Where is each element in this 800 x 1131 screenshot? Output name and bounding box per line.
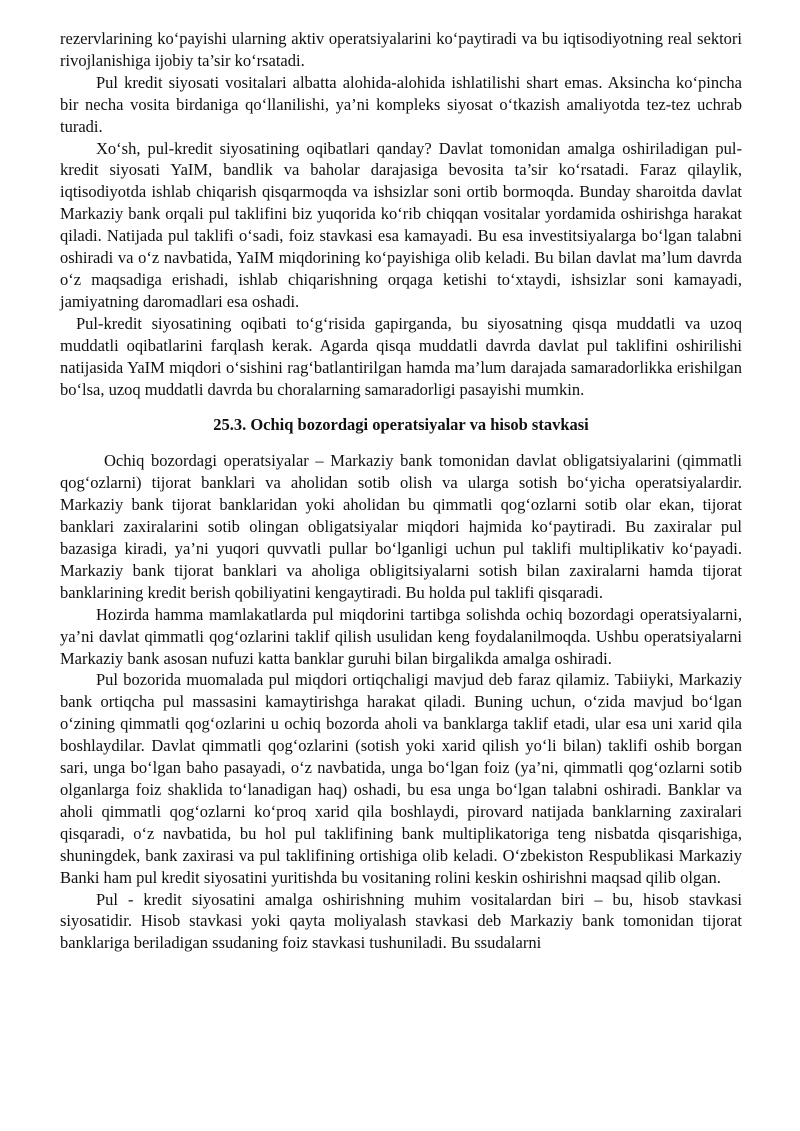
document-page: [60, 28, 742, 954]
paragraph: rezervlarining ko‘payishi ularning aktiv operatsiyalarini ko‘paytiradi va bu iqtisodiyotning real sektori rivojlanishiga ijobiy ta’sir ko‘rsatadi.: [60, 29, 742, 70]
paragraph: Pul kredit siyosati vositalari albatta alohida-alohida ishlatilishi shart emas. Aksincha ko‘pincha bir necha vosita birdaniga qo‘llanilishi, ya’ni kompleks siyosat o‘tkazish amaliyotda tez-tez uchrab turadi.: [60, 72, 742, 136]
paragraph: Pul bozorida muomalada pul miqdori ortiqchaligi mavjud deb faraz qilamiz. Tabiiyki, Markaziy bank ortiqcha pul massasini kamaytirishga harakat qiladi. Buning uchun, o‘zida mavjud bo‘lgan o‘zining qimmatli qog‘ozlarini u ochiq bozorda aholi va banklarga taklif etadi, ular esa uni xarid qila boshlaydilar. Davlat qimmatli qog‘ozlarini (sotish yoki xarid qilish yo‘li bilan) taklifi oshib borgan sari, unga bo‘lgan baho pasayadi, o‘z navbatida, unga bo‘lgan foiz (ya’ni, qimmatli qog‘ozlarni sotib olganlarga foiz shaklida to‘lanadigan haq) oshadi, bu esa unga bo‘lgan talabni oshiradi. Banklar va aholi qimmatli qog‘ozlarni ko‘proq xarid qila boshlaydi, pirovard natijada banklarning zaxiralari qisqaradi, o‘z navbatida, bu hol pul taklifining bank multiplikatoriga teng nisbatda qisqarishiga, shuningdek, bank zaxirasi va pul taklifining ortishiga olib keladi. O‘zbekiston Respublikasi Markaziy Banki ham pul kredit siyosatini yuritishda bu vositaning rolini keskin oshirishni maqsad qilib olgan.: [60, 670, 742, 887]
paragraph: Hozirda hamma mamlakatlarda pul miqdorini tartibga solishda ochiq bozordagi operatsiyalarni, ya’ni davlat qimmatli qog‘ozlarini taklif qilish usulidan keng foydalanilmoqda. Ushbu operatsiyalarni Markaziy bank asosan nufuzi katta banklar guruhi bilan birgalikda amalga oshiradi.: [60, 604, 742, 668]
paragraph: Xo‘sh, pul-kredit siyosatining oqibatlari qanday? Davlat tomonidan amalga oshiriladigan pul-kredit siyosati YaIM, bandlik va baholar darajasiga bevosita ta’sir ko‘rsatadi. Faraz qilaylik, iqtisodiyotda ishlab chiqarish qisqarmoqda va ishsizlar soni ortib bormoqda. Bunday sharoitda davlat Markaziy bank orqali pul taklifini biz yuqorida ko‘rib chiqqan vositalar yordamida oshirishga harakat qiladi. Natijada pul taklifi o‘sadi, foiz stavkasi esa kamayadi. Bu esa investitsiyalarga bo‘lgan talabni oshiradi va o‘z navbatida, YaIM miqdorining ko‘payishiga olib keladi. Bu bilan davlat ma’lum davrda o‘z maqsadiga erishadi, ishlab chiqarishning orqaga ketishi to‘xtaydi, ishsizlar soni kamayadi, jamiyatning daromadlari esa oshadi.: [60, 138, 742, 311]
paragraph: Pul - kredit siyosatini amalga oshirishning muhim vositalardan biri – bu, hisob stavkasi siyosatidir. Hisob stavkasi yoki qayta moliyalash stavkasi deb Markaziy bank tomonidan tijorat banklariga beriladigan ssudaning foiz stavkasi tushuniladi. Bu ssudalarni: [60, 889, 742, 953]
paragraph: Ochiq bozordagi operatsiyalar – Markaziy bank tomonidan davlat obligatsiyalarini (qimmatli qog‘ozlarni) tijorat banklari va aholidan sotib olish va ularga sotish bo‘yicha operatsiyalardir. Markaziy bank tijorat banklaridan yoki aholidan bu qimmatli qog‘ozlarni sotib olar ekan, tijorat banklari zaxiralarini sotib olingan obligatsiyalar miqdori hajmida ko‘paytiradi. Bu zaxiralar pul bazasiga kiradi, ya’ni yuqori quvvatli pullar bo‘lganligi uchun pul taklifi multiplikativ ko‘payadi. Markaziy bank tijorat banklari va aholiga obligitsiyalarni sotish bilan zaxiralarni hamda tijorat banklarining kredit berish qobiliyatini kengaytiradi. Bu holda pul taklifi qisqaradi.: [60, 451, 742, 602]
section-heading: 25.3. Ochiq bozordagi operatsiyalar va hisob stavkasi: [213, 415, 589, 435]
paragraph: Pul-kredit siyosatining oqibati to‘g‘risida gapirganda, bu siyosatning qisqa muddatli va uzoq muddatli oqibatlarini farqlash kerak. Agarda qisqa muddatli davrda davlat pul taklifini oshirilishi natijasida YaIM miqdori o‘sishini rag‘batlantirilgan hamda ma’lum darajada samaradorlikka erishilgan bo‘lsa, uzoq muddatli davrda bu choralarning samaradorligi pasayishi mumkin.: [60, 313, 742, 399]
